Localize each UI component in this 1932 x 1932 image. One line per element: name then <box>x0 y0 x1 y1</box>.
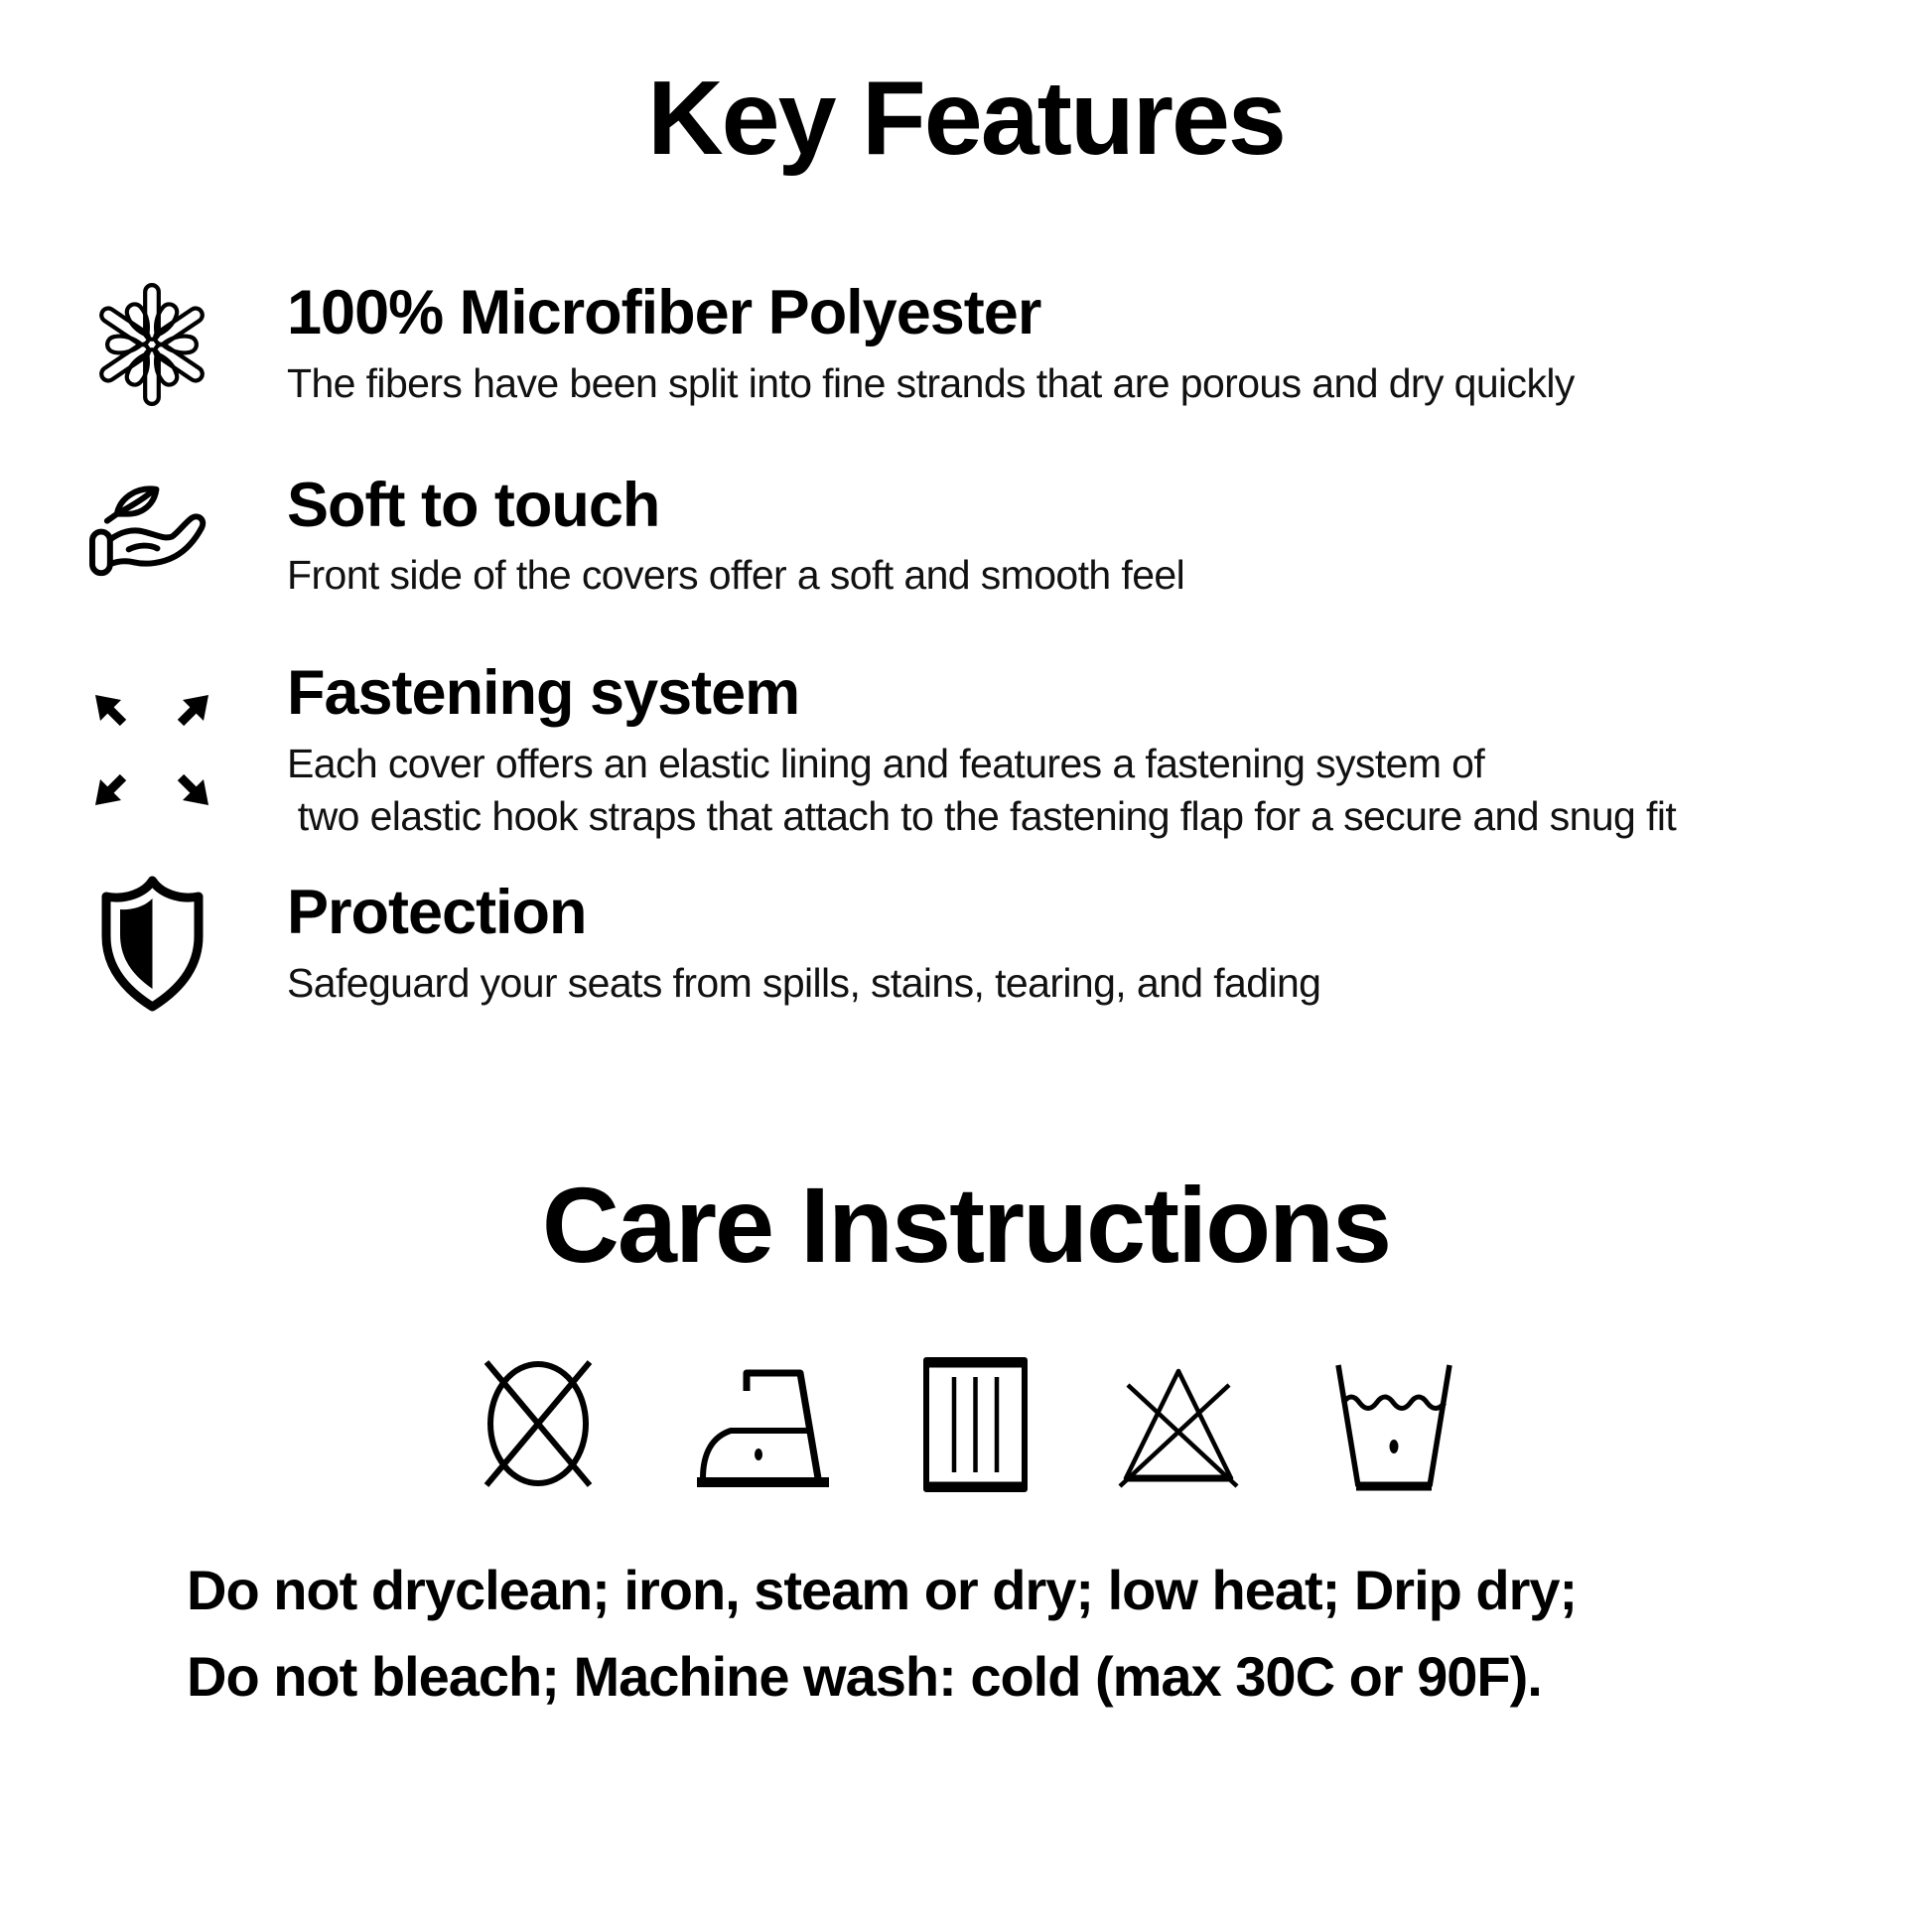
care-text <box>0 1548 1932 1721</box>
care-text-line-2: Do not bleach; Machine wash: cold (max 30C or 90F). <box>187 1645 1542 1709</box>
feature-description: Each cover offers an elastic lining and features a fastening system of two elastic hook straps that attach to the fastening flap for a secure and snug fit <box>287 740 1677 839</box>
feature-row-fastening <box>0 658 1932 843</box>
feature-text-soft-touch <box>287 471 1932 603</box>
care-text-line-1: Do not dryclean; iron, steam or dry; low heat; Drip dry; <box>187 1559 1578 1622</box>
drip-dry-icon <box>922 1355 1029 1494</box>
feature-description: Front side of the covers offer a soft and smooth feel <box>287 552 1185 599</box>
do-not-bleach-icon <box>1116 1355 1241 1494</box>
feature-row-protection <box>0 873 1932 1015</box>
key-features-list <box>0 278 1932 1015</box>
feature-heading: Fastening system <box>287 657 800 728</box>
feature-text-microfiber <box>287 278 1932 410</box>
iron-low-heat-icon <box>691 1355 835 1494</box>
feature-row-microfiber <box>0 278 1932 410</box>
microfiber-starburst-icon <box>86 282 217 407</box>
feature-description: The fibers have been split into fine strands that are porous and dry quickly <box>287 360 1575 407</box>
expand-arrows-icon <box>86 689 217 811</box>
care-instructions-title: Care Instructions <box>541 1165 1391 1286</box>
hand-holding-leaf-icon <box>86 475 217 599</box>
feature-description: Safeguard your seats from spills, stains, tearing, and fading <box>287 959 1321 1006</box>
feature-text-fastening <box>287 658 1932 843</box>
feature-text-protection <box>287 878 1932 1010</box>
care-symbols-row <box>0 1352 1932 1496</box>
machine-wash-cold-icon <box>1328 1355 1459 1494</box>
half-filled-shield-icon <box>86 873 217 1015</box>
key-features-title: Key Features <box>647 60 1285 177</box>
feature-heading: Protection <box>287 878 587 948</box>
feature-row-soft-touch <box>0 471 1932 603</box>
feature-heading: Soft to touch <box>287 470 660 540</box>
do-not-dryclean-icon <box>473 1352 604 1496</box>
feature-heading: 100% Microfiber Polyester <box>287 278 1041 348</box>
